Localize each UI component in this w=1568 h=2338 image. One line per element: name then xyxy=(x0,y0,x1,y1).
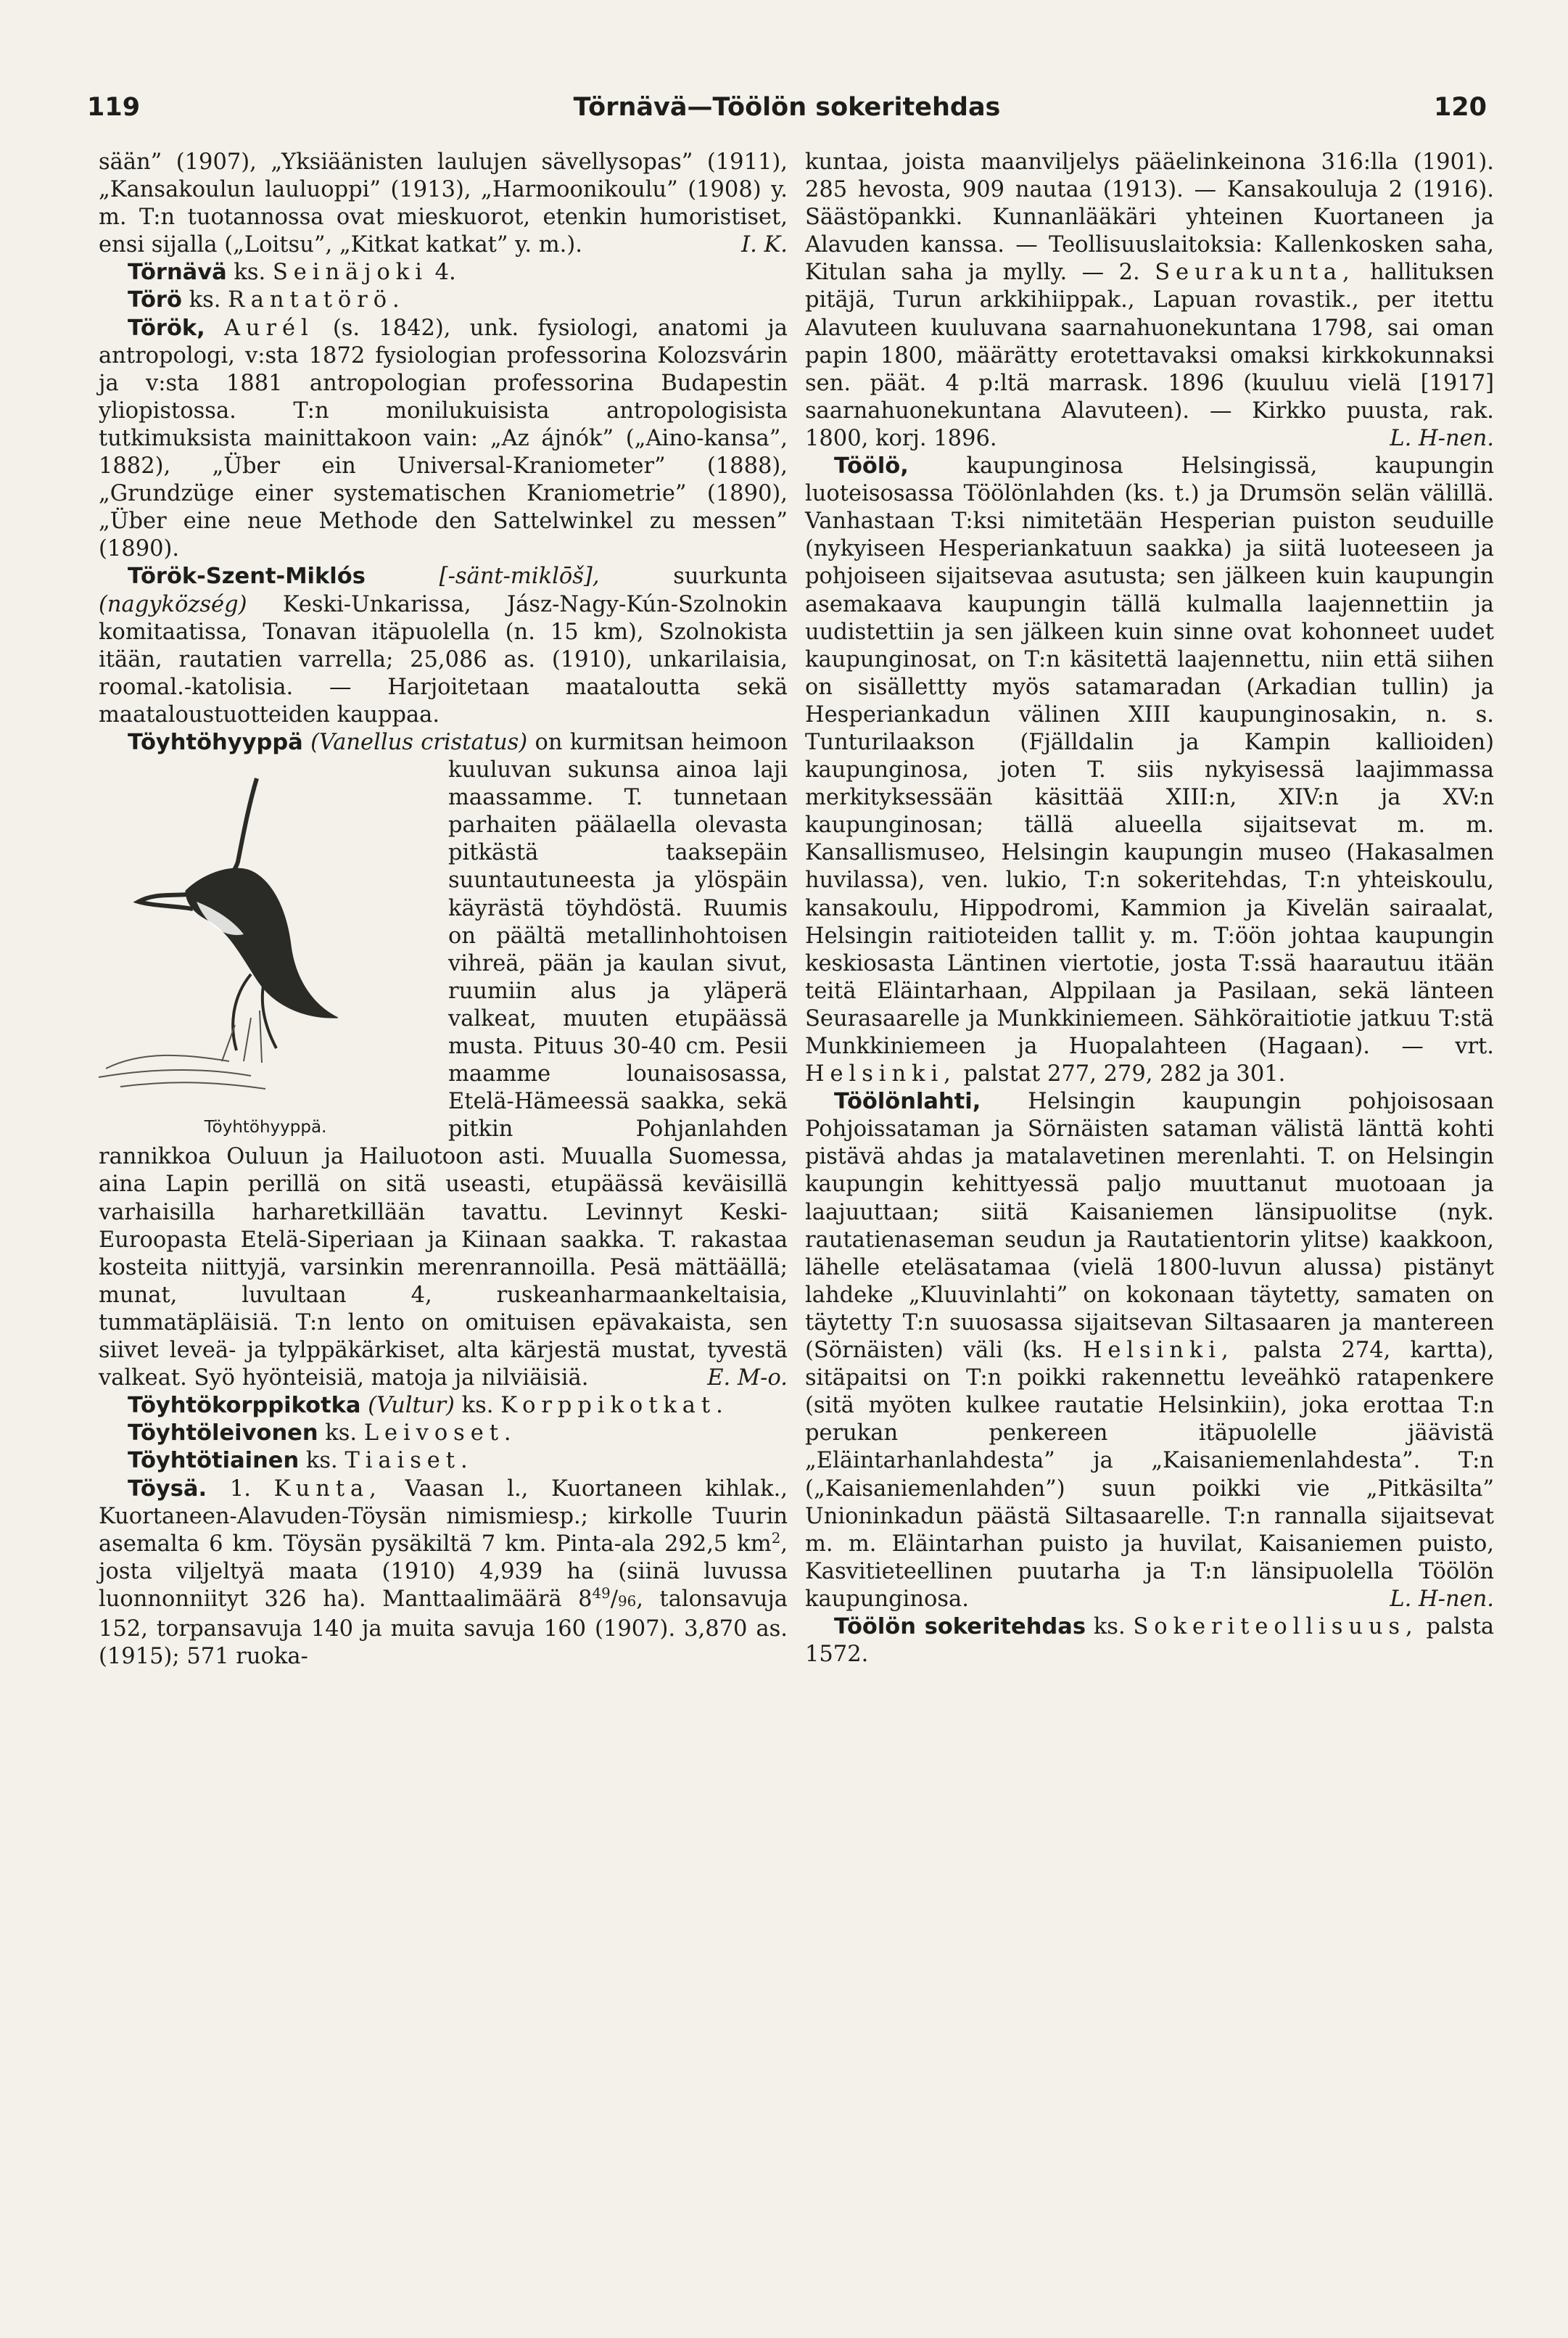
headword: Törnävä xyxy=(128,260,227,286)
signature: E. M-o. xyxy=(707,1365,788,1391)
figure-caption: Töyhtöhyyppä. xyxy=(204,1118,327,1137)
entry-toyhtohyyppa: Töyhtöhyyppä (Vanellus cristatus) on kurmitsan heimoon kuuluvan sukunsa ainoa laji Töyhtöhyyppä. maassamme. T. tunnetaan parhaiten päälaella olevasta pitkästä taaksepäin suuntautuneesta ja ylöspäin käyrästä töyhdöstä. Ruumis on päältä metallinhohtoisen vihreä, pään ja kaulan sivut, ruumiin alus ja yläperä valkeat, muuten etupäässä musta. Pituus 30-40 cm. Pesii maamme lounaisosassa, Etelä-Hämeessä saakka, sekä pitkin Pohjanlahden rannikkoa Ouluun ja Hailuotoon asti. Muualla Suomessa, aina Lapin perillä on sitä useasti, etupäässä keväisillä varhaisilla harharetkillään tavattu. Levinnyt Keski-Euroopasta Etelä-Siperiaan ja Kiinaan saakka. T. rakastaa kosteita niittyjä, varsinkin merenrannoilla. Pesä mättäällä; munat, luvultaan 4, ruskeanharmaankeltaisia, tummatäpläisiä. T:n lento on omituisen epävakaista, sen siivet leveä- ja tylppäkärkiset, alta kärjestä mustat, tyvestä valkeat. Syö hyönteisiä, matoja ja nilviäisiä. E. M-o. xyxy=(99,729,788,1392)
local-term: (nagyközség) xyxy=(99,591,247,617)
cross-reference: Sokeriteollisuus, xyxy=(1133,1613,1419,1639)
headword: Töysä. xyxy=(128,1475,207,1502)
scientific-name: (Vanellus cristatus) xyxy=(310,729,528,755)
pronunciation: [-sänt-miklōš], xyxy=(439,564,600,590)
lapwing-illustration xyxy=(70,764,432,1137)
page-header xyxy=(87,93,1487,136)
page-number-left: 119 xyxy=(87,93,141,122)
headword: Töyhtöhyyppä xyxy=(128,729,303,755)
cross-reference: Korppikotkat xyxy=(500,1393,717,1419)
lapwing-icon xyxy=(70,764,432,1105)
signature: L. H-nen. xyxy=(1390,1586,1494,1612)
left-column xyxy=(99,149,788,1671)
cross-reference: Leivoset xyxy=(363,1420,504,1446)
right-column xyxy=(805,149,1494,1668)
entry-toyhtokorppikotka: Töyhtökorppikotka (Vultur) ks. Korppikotkat. xyxy=(128,1393,723,1419)
headword: Török, xyxy=(128,315,205,341)
signature: L. H-nen. xyxy=(1390,425,1494,451)
headword: Töyhtötiainen xyxy=(128,1448,300,1474)
scientific-name: (Vultur) xyxy=(368,1393,455,1419)
cross-reference: Helsinki, xyxy=(1082,1338,1234,1364)
signature: I. K. xyxy=(741,232,788,258)
cross-reference: Tiaiset xyxy=(344,1448,461,1474)
entry-toro: Törö ks. Rantatörö. xyxy=(128,287,400,313)
entry-toolonlahti: Töölönlahti, Helsingin kaupungin pohjoisosaan Pohjoissataman ja Sörnäisten sataman välistä länttä kohti pistävä ahdas ja matalavetinen merenlahti. T. on Helsingin kaupungin kehittyessä paljo muuttanut muotoaan ja laajuuttaan; siitä Kaisaniemen länsipuolitse (nyk. rautatienaseman seudun ja Rautatientorin ylitse) kaakkoon, lähelle eteläsatamaa (vielä 1800-luvun alussa) pistänyt lahdeke „Kluuvinlahti” on kokonaan täytetty, samaten on täytetty T:n suuosassa sijaitsevan Siltasaaren ja mantereen (Sörnäisten) väli (ks. Helsinki, palsta 274, kartta), sitäpaitsi on T:n poikki rakennettu leveähkö ratapenkere (sitä myöten kulkee rautatie Helsinkiin), joka erottaa T:n perukan penkereen itäpuolelle jäävistä „Eläintarhanlahdesta” ja „Kaisaniemenlahdesta”. T:n („Kaisaniemenlahden”) suun poikki vie „Pitkäsilta” Unioninkadun päästä Siltasaarelle. T:n rannalla sijaitsevat m. m. Eläintarhan puisto ja huvilat, Kaisaniemen puisto, Kasvitieteellinen puutarha ja T:n länsipuolella Töölön kaupunginosa. L. H-nen. xyxy=(805,1088,1494,1613)
headword: Töyhtökorppikotka xyxy=(128,1393,361,1419)
headword: Töölön sokeritehdas xyxy=(834,1613,1086,1639)
entry-torok: Török, Aurél (s. 1842), unk. fysiologi, anatomi ja antropologi, v:sta 1872 fysiologian professorina Kolozsvárin ja v:sta 1881 antropologian professorina Budapestin yliopistossa. T:n monilukuisista antropologisista tutkimuksista mainittakoon vain: „Az ájnók” („Aino-kansa”, 1882), „Über ein Universal-Kraniometer” (1888), „Grundzüge einer systematischen Kraniometrie” (1890), „Über eine neue Methode den Sattelwinkel zu messen” (1890). xyxy=(99,315,788,562)
section-label: Seurakunta, xyxy=(1155,260,1356,286)
page-number-right: 120 xyxy=(1433,93,1487,122)
cross-reference: Helsinki, xyxy=(805,1061,957,1087)
entry-toysa: Töysä. 1. Kunta, Vaasan l., Kuortaneen kihlak., Kuortaneen-Alavuden-Töysän nimismiesp.; kirkolle Tuurin asemalta 6 km. Töysän pysäkiltä 7 km. Pinta-ala 292,5 $km^2$, josta viljeltyä maata (1910) 4,939 ha (siinä luvussa luonnonniityt 326 ha). Manttaalimäärä $8^{49}/96$, talonsavuja 152, torpansavuja 140 ja muita savuja 160 (1907). 3,870 as. (1915); 571 ruoka- xyxy=(99,1475,788,1670)
entry-toyhtoleivonen: Töyhtöleivonen ks. Leivoset. xyxy=(128,1420,511,1446)
cross-reference: Rantatörö xyxy=(228,287,393,313)
entry-toolon-sokeritehdas: Töölön sokeritehdas ks. Sokeriteollisuus, palsta 1572. xyxy=(805,1613,1495,1668)
section-label: Kunta, xyxy=(273,1475,382,1502)
headword: Török-Szent-Miklós xyxy=(128,564,366,590)
entry-toolo: Töölö, kaupunginosa Helsingissä, kaupungin luoteisosassa Töölönlahden (ks. t.) ja Drumsön selän välillä. Vanhastaan T:ksi nimitetään Hesperian puiston seuduille (nykyiseen Hesperiankatuun saakka) ja siitä luoteeseen ja pohjoiseen sijaitsevaa asutusta; sen jälkeen kuin kaupungin asemakaava kaupungin tällä kulmalla laajennettiin ja uudistettiin ja sen jälkeen kuin sinne ovat kohonneet uudet kaupunginosat, on T:n käsitettä laajennettu, niin että siihen on sisällettty myös satamaradan (Arkadian tullin) ja Hesperiankadun välinen XIII kaupunginosakin, n. s. Tunturilaakson (Fjälldalin ja Kampin kallioiden) kaupunginosa, joten T. siis nykyisessä laajimmassa merkityksessään käsittää XIII:n, XIV:n ja XV:n kaupunginosan; tällä alueella sijaitsevat m. m. Kansallismuseo, Helsingin kaupungin museo (Hakasalmen huvilassa), ven. lukio, T:n sokeritehdas, T:n yhteiskoulu, kansakoulu, Hippodromi, Kammion ja Kivelän sairaalat, Helsingin raitioteiden tallit y. m. T:öön johtaa kaupungin keskiosasta Läntinen viertotie, josta T:ssä haarautuu itään teitä Eläintarhaan, Alppilaan ja Pasilaan, sekä länteen Seurasaarelle ja Munkkiniemeen. Sähköraitiotie jatkuu T:stä Munkkiniemeen ja Huopalahteen (Hagaan). — vrt. Helsinki, palstat 277, 279, 282 ja 301. xyxy=(805,453,1494,1087)
headword: Törö xyxy=(128,287,182,313)
entry-continuation: kuntaa, joista maanviljelys pääelinkeinona 316:lla (1901). 285 hevosta, 909 nautaa (1913). — Kansakouluja 2 (1916). Säästöpankki. Kunnanlääkäri yhteinen Kuortaneen ja Alavuden kanssa. — Teollisuuslaitoksia: Kallenkosken saha, Kitulan saha ja mylly. — 2. Seurakunta, hallituksen pitäjä, Turun arkkihiippak., Lapuan rovastik., per itettu Alavuteen kuuluvana saarnahuonekuntana 1798, sai oman papin 1800, määrätty erotettavaksi omaksi kirkkokunnaksi sen. päät. 4 p:ltä marrask. 1896 (kuuluu vielä [1917] saarnahuonekuntana Alavuteen). — Kirkko puusta, rak. 1800, korj. 1896. L. H-nen. xyxy=(805,149,1494,453)
person-name: Aurél xyxy=(223,315,314,341)
cross-reference: Seinäjoki xyxy=(272,260,428,286)
headword: Töyhtöleivonen xyxy=(128,1420,318,1446)
entry-toyhtotiainen: Töyhtötiainen ks. Tiaiset. xyxy=(128,1448,468,1474)
headword: Töölönlahti, xyxy=(834,1089,981,1115)
running-title: Törnävä—Töölön sokeritehdas xyxy=(573,93,1001,122)
headword: Töölö, xyxy=(834,453,909,479)
entry-continuation: sään” (1907), „Yksiäänisten laulujen sävellysopas” (1911), „Kansakoulun lauluoppi” (1913), „Harmoonikoulu” (1908) y. m. T:n tuotannossa ovat mieskuorot, etenkin humoristiset, ensi sijalla („Loitsu”, „Kitkat katkat” y. m.). I. K. xyxy=(99,149,788,259)
entry-torok-szent-miklos: Török-Szent-Miklós [-sänt-miklōš], suurkunta (nagyközség) Keski-Unkarissa, Jász-Nagy-Kún-Szolnokin komitaatissa, Tonavan itäpuolella (n. 15 km), Szolnokista itään, rautatien varrella; 25,086 as. (1910), unkarilaisia, roomal.-katolisia. — Harjoitetaan maataloutta sekä maataloustuotteiden kauppaa. xyxy=(99,564,788,728)
entry-tornava: Törnävä ks. Seinäjoki 4. xyxy=(128,260,456,286)
